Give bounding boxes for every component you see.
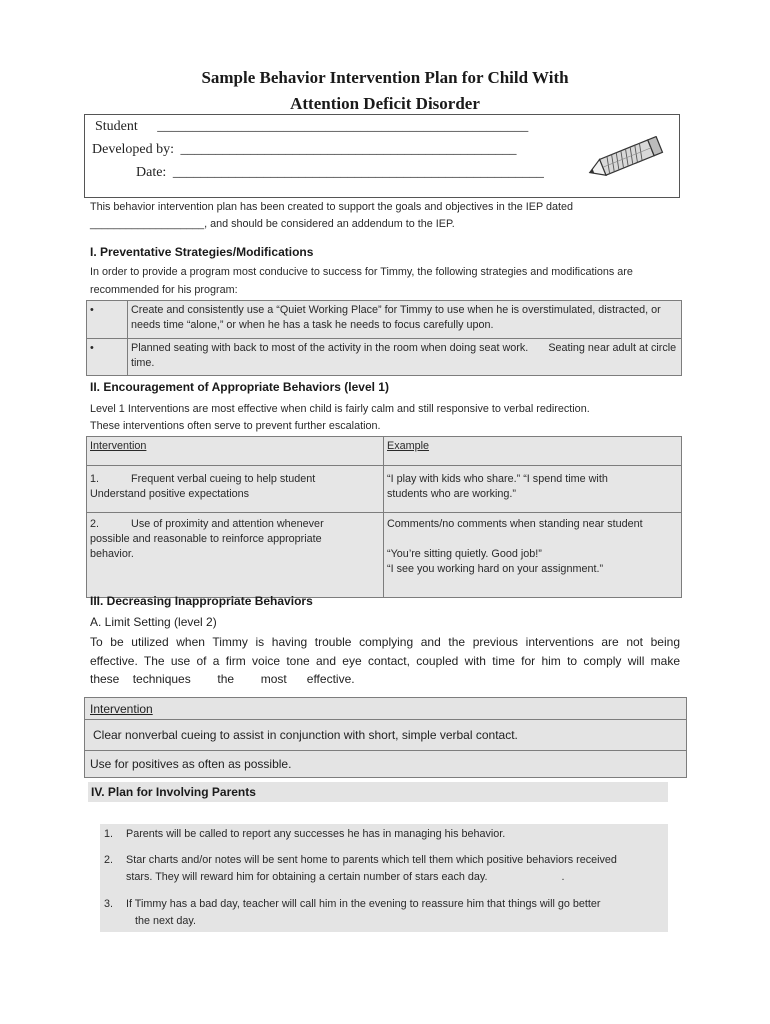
intervention-line: behavior.: [90, 548, 134, 560]
list-item: [100, 896, 668, 930]
student-row: [95, 119, 528, 135]
intervention-cell: [87, 466, 384, 513]
parents-list: [100, 826, 668, 930]
table-header-row: [85, 698, 687, 720]
section-1-intro-2: recommended for his program:: [90, 284, 238, 296]
section-1-intro-1: In order to provide a program most conducive to success for Timmy, the following strategies and modifications are: [90, 266, 633, 278]
item-num: 1.: [104, 828, 114, 840]
intro-line-1: This behavior intervention plan has been created to support the goals and objectives in the IEP dated: [90, 201, 573, 213]
para-line: these techniques the most effective.: [90, 672, 355, 686]
bullet: •: [87, 339, 128, 376]
section-2-intro-1: Level 1 Interventions are most effective when child is fairly calm and still responsive to verbal redirection.: [90, 403, 590, 415]
strategy-text: Create and consistently use a “Quiet Working Place” for Timmy to use when he is overstimulated, distracted, or needs time “alone,” or when he has a task he needs to focus carefully upon.: [128, 301, 682, 339]
item-text: stars. They will reward him for obtaining a certain number of stars each day.: [126, 871, 488, 883]
intervention-line: Understand positive expectations: [90, 488, 250, 500]
intervention-cell: [87, 513, 384, 598]
example-cell: [384, 513, 682, 598]
item-text: Parents will be called to report any successes he has in managing his behavior.: [126, 828, 506, 840]
student-label: Student: [95, 119, 138, 134]
limit-setting-table: [84, 697, 687, 778]
intervention-cell: Use for positives as often as possible.: [85, 751, 687, 778]
intro-line-2: ___________________, and should be considered an addendum to the IEP.: [90, 218, 455, 230]
item-text: Star charts and/or notes will be sent home to parents which tell them which positive behaviors received: [126, 854, 617, 866]
developed-label: Developed by:: [92, 142, 175, 157]
strategy-text: [128, 339, 682, 376]
example-cell: [384, 466, 682, 513]
list-item: [100, 826, 668, 843]
strategy-text-a: Planned seating with back to most of the activity in the room when doing seat work.: [131, 342, 529, 354]
example-line: “You’re sitting quietly. Good job!”: [387, 548, 542, 560]
interventions-table: [86, 436, 682, 598]
table-row: [87, 466, 682, 513]
table-header-row: [87, 437, 682, 466]
para-line: To be utilized when Timmy is having trouble complying and the previous interventions are not being: [90, 635, 680, 649]
page-title-line-1: Sample Behavior Intervention Plan for Child With: [201, 68, 569, 87]
developed-field[interactable]: ________________________________________________: [180, 142, 517, 157]
example-line: “I see you working hard on your assignment.”: [387, 563, 604, 575]
strategies-table: [86, 300, 682, 376]
table-row: [87, 513, 682, 598]
strategy-text-b: Seating near adult at circle time.: [131, 342, 677, 369]
example-line: Comments/no comments when standing near student: [387, 518, 643, 530]
table-row: [87, 339, 682, 376]
section-2-heading: II. Encouragement of Appropriate Behaviors (level 1): [90, 380, 389, 394]
date-label: Date:: [136, 165, 167, 180]
intervention-line: possible and reasonable to reinforce appropriate: [90, 533, 322, 545]
col-intervention: Intervention: [87, 437, 384, 466]
section-2-intro-2: These interventions often serve to prevent further escalation.: [90, 420, 381, 432]
page-title-line-2: Attention Deficit Disorder: [290, 94, 480, 113]
table-row: [87, 301, 682, 339]
table-row: [85, 751, 687, 778]
student-field[interactable]: _____________________________________________________: [157, 119, 529, 134]
row-num: 2.: [90, 518, 100, 530]
developed-row: [92, 142, 517, 158]
item-text: the next day.: [135, 915, 197, 927]
item-num: 3.: [104, 898, 114, 910]
item-trail: .: [561, 871, 565, 883]
list-item: [100, 852, 668, 886]
example-line: students who are working.”: [387, 488, 517, 500]
row-num: 1.: [90, 473, 100, 485]
section-3-heading: III. Decreasing Inappropriate Behaviors: [90, 594, 313, 608]
date-row: [136, 165, 544, 181]
section-3-paragraph: [90, 633, 680, 689]
section-3-subheading: A. Limit Setting (level 2): [90, 615, 217, 629]
item-num: 2.: [104, 854, 114, 866]
para-line: effective. The use of a firm voice tone and eye contact, coupled with time for him to comply will make: [90, 653, 680, 668]
section-1-heading: I. Preventative Strategies/Modifications: [90, 245, 314, 259]
item-text: If Timmy has a bad day, teacher will call him in the evening to reassure him that things will go better: [126, 898, 601, 910]
intervention-line: Frequent verbal cueing to help student: [131, 473, 316, 485]
pencil-icon: [582, 136, 668, 186]
table-row: [85, 720, 687, 751]
intervention-cell: Clear nonverbal cueing to assist in conjunction with short, simple verbal contact.: [85, 720, 687, 751]
bullet: •: [87, 301, 128, 339]
section-4-heading: IV. Plan for Involving Parents: [91, 785, 256, 799]
intervention-line: Use of proximity and attention whenever: [131, 518, 324, 530]
date-field[interactable]: _____________________________________________________: [172, 165, 544, 180]
col-example: Example: [384, 437, 682, 466]
example-line: “I play with kids who share.” “I spend time with: [387, 473, 608, 485]
col-intervention: Intervention: [85, 698, 687, 720]
